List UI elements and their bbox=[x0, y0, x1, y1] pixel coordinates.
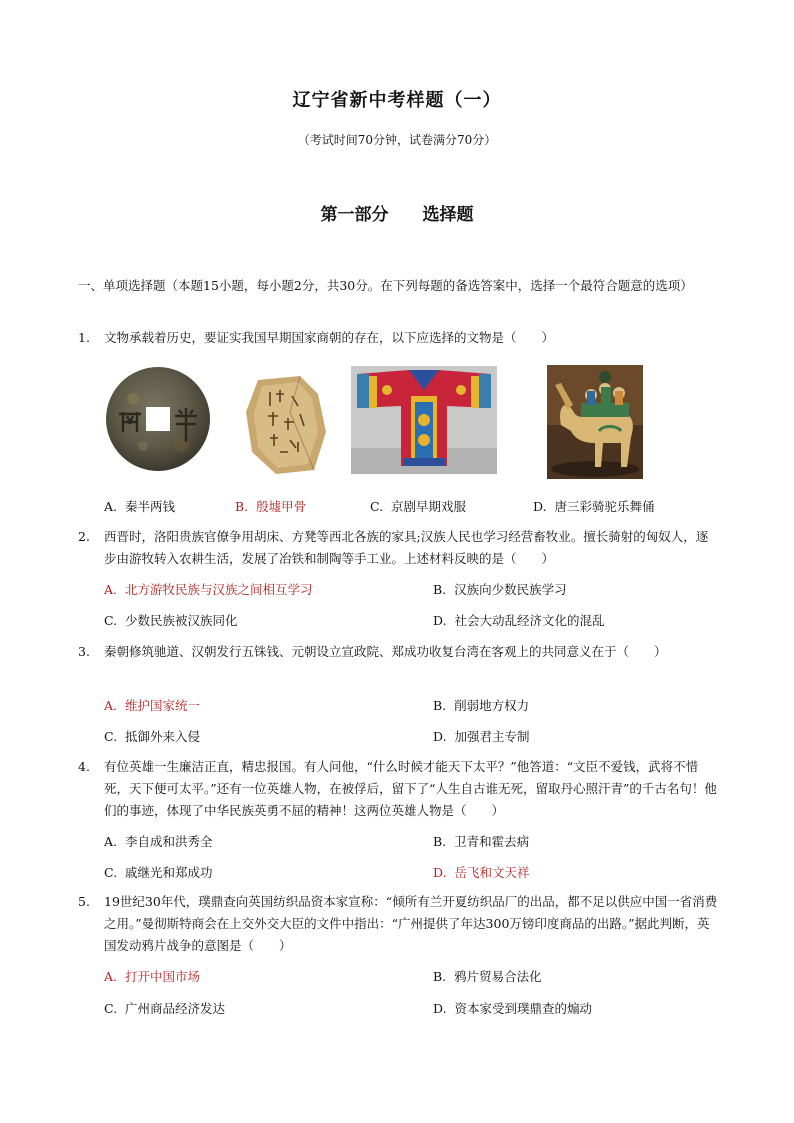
option-1a bbox=[104, 497, 175, 515]
option-label: B. bbox=[235, 499, 249, 514]
option-4a bbox=[104, 832, 212, 850]
option-label: D. bbox=[433, 865, 447, 880]
option-3a bbox=[104, 696, 200, 714]
question-1 bbox=[78, 327, 718, 349]
option-label: C. bbox=[370, 499, 384, 514]
opera-costume-image bbox=[351, 366, 497, 478]
question-stem: 有位英雄一生廉洁正直，精忠报国。有人问他，“什么时候才能天下太平？”他答道：“文臣不爱钱，武将不惜死，天下便可太平。”还有一位英雄人物，在被俘后，留下了“人生自古谁无死，留取丹心照汗青”的千古名句！他们的事迹，体现了中华民族英勇不屈的精神！这两位英雄人物是（ ） bbox=[104, 759, 717, 818]
option-label: C. bbox=[104, 1001, 118, 1016]
question-3 bbox=[78, 641, 718, 663]
option-text: 加强君主专制 bbox=[454, 729, 530, 744]
option-label: D. bbox=[433, 1001, 447, 1016]
question-number: 4. bbox=[78, 759, 90, 774]
option-text: 戚继光和郑成功 bbox=[125, 865, 213, 880]
option-label: D. bbox=[433, 729, 447, 744]
option-label: C. bbox=[104, 865, 118, 880]
option-4b bbox=[433, 832, 529, 850]
question-stem: 文物承载着历史，要证实我国早期国家商朝的存在，以下应选择的文物是（ ） bbox=[104, 330, 555, 345]
option-text: 削弱地方权力 bbox=[454, 698, 530, 713]
option-text: 社会大动乱经济文化的混乱 bbox=[454, 613, 605, 628]
option-label: A. bbox=[104, 698, 118, 713]
camel-figurine-image bbox=[547, 365, 643, 483]
option-text: 岳飞和文天祥 bbox=[454, 865, 530, 880]
option-label: A. bbox=[104, 834, 118, 849]
option-2b bbox=[433, 580, 567, 598]
option-label: B. bbox=[433, 969, 447, 984]
coin-image bbox=[103, 364, 213, 478]
option-text: 广州商品经济发达 bbox=[125, 1001, 226, 1016]
question-number: 3. bbox=[78, 644, 90, 659]
option-text: 资本家受到璞鼎查的煽动 bbox=[454, 1001, 593, 1016]
option-5a bbox=[104, 967, 200, 985]
exam-title: 辽宁省新中考样题（一） bbox=[292, 90, 502, 111]
option-text: 抵御外来入侵 bbox=[125, 729, 201, 744]
oracle-bone-image bbox=[240, 372, 332, 482]
option-label: B. bbox=[433, 834, 447, 849]
option-text: 殷墟甲骨 bbox=[256, 499, 307, 514]
part-heading bbox=[0, 200, 794, 225]
option-4d bbox=[433, 863, 530, 881]
option-text: 汉族向少数民族学习 bbox=[454, 582, 567, 597]
option-text: 鸦片贸易合法化 bbox=[454, 969, 542, 984]
option-label: B. bbox=[433, 582, 447, 597]
option-label: D. bbox=[533, 499, 547, 514]
option-2a bbox=[104, 580, 312, 598]
option-label: A. bbox=[104, 969, 118, 984]
option-label: C. bbox=[104, 729, 118, 744]
option-text: 李自成和洪秀全 bbox=[124, 834, 213, 849]
option-text: 卫青和霍去病 bbox=[454, 834, 530, 849]
option-5c bbox=[104, 999, 225, 1017]
option-5b bbox=[433, 967, 542, 985]
question-5 bbox=[78, 891, 718, 957]
option-label: D. bbox=[433, 613, 447, 628]
question-number: 1. bbox=[78, 330, 90, 345]
option-text: 北方游牧民族与汉族之间相互学习 bbox=[124, 582, 313, 597]
question-number: 5. bbox=[78, 894, 90, 909]
option-label: B. bbox=[433, 698, 447, 713]
option-label: C. bbox=[104, 613, 118, 628]
option-3b bbox=[433, 696, 529, 714]
question-number: 2. bbox=[78, 529, 90, 544]
option-text: 秦半两钱 bbox=[124, 499, 175, 514]
option-2c bbox=[104, 611, 238, 629]
option-2d bbox=[433, 611, 605, 629]
option-1b bbox=[235, 497, 306, 515]
option-4c bbox=[104, 863, 213, 881]
question-4 bbox=[78, 756, 718, 822]
option-5d bbox=[433, 999, 592, 1017]
option-1d bbox=[533, 497, 655, 515]
option-label: A. bbox=[104, 582, 118, 597]
option-text: 维护国家统一 bbox=[124, 698, 200, 713]
part-label: 第一部分 bbox=[320, 205, 389, 225]
part-name: 选择题 bbox=[422, 205, 474, 225]
question-stem: 19世纪30年代，璞鼎查向英国纺织品资本家宣称：“倾所有兰开夏纺织品厂的出品，都不足以供应中国一省消费之用。”曼彻斯特商会在上交外交大臣的文件中指出：“广州提供了年达300万镑印度商品的出路。”据此判断，英国发动鸦片战争的意图是（ ） bbox=[104, 894, 718, 953]
option-1c bbox=[370, 497, 466, 515]
option-text: 打开中国市场 bbox=[124, 969, 200, 984]
option-text: 京剧早期戏服 bbox=[391, 499, 467, 514]
option-text: 唐三彩骑驼乐舞俑 bbox=[554, 499, 655, 514]
option-3c bbox=[104, 727, 200, 745]
question-2 bbox=[78, 526, 718, 570]
exam-subtitle: （考试时间70分钟，试卷满分70分） bbox=[297, 133, 497, 147]
question-stem: 秦朝修筑驰道、汉朝发行五铢钱、元朝设立宣政院、郑成功收复台湾在客观上的共同意义在于（ ） bbox=[104, 644, 667, 659]
option-label: A. bbox=[104, 499, 118, 514]
section-instructions: 一、单项选择题（本题15小题，每小题2分，共30分。在下列每题的备选答案中，选择一个最符合题意的选项） bbox=[78, 278, 693, 293]
option-text: 少数民族被汉族同化 bbox=[125, 613, 238, 628]
option-3d bbox=[433, 727, 530, 745]
question-stem: 西晋时，洛阳贵族官僚争用胡床、方凳等西北各族的家具;汉族人民也学习经营畜牧业。擅长骑射的匈奴人，逐步由游牧转入农耕生活，发展了冶铁和制陶等手工业。上述材料反映的是（ ） bbox=[104, 529, 709, 566]
